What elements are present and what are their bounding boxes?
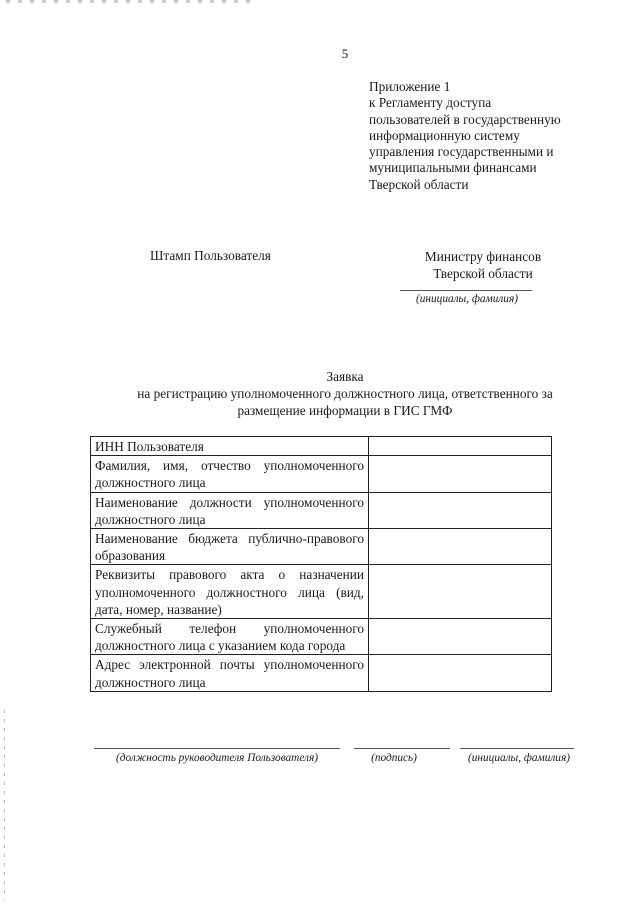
field-label-inn: ИНН Пользователя (91, 437, 369, 456)
field-value-inn[interactable] (369, 437, 552, 456)
addressee-initials-line[interactable] (400, 290, 532, 291)
field-value-phone[interactable] (369, 619, 552, 655)
head-initials-caption: (инициалы, фамилия) (468, 752, 570, 764)
appendix-line: информационную систему (369, 127, 520, 143)
page-number: 5 (341, 46, 349, 61)
addressee-line: Министру финансов (424, 249, 542, 264)
application-form-table (90, 436, 552, 692)
field-label-phone: Служебный телефон уполномоченного должностного лица с указанием кода города (91, 619, 369, 655)
scan-artifact (6, 0, 256, 3)
table-row (91, 492, 552, 528)
appendix-line: Приложение 1 (369, 79, 451, 94)
appendix-line: к Регламенту доступа (369, 95, 492, 111)
appendix-line: муниципальными финансами (369, 160, 537, 176)
head-initials-line[interactable] (460, 748, 574, 749)
document-title (95, 368, 595, 419)
addressee-block (398, 248, 568, 282)
appendix-line: Тверской области (369, 176, 469, 192)
field-label-email: Адрес электронной почты уполномоченного должностного лица (91, 655, 369, 691)
appendix-line: управления государственными и (369, 144, 554, 160)
field-label-legal-act: Реквизиты правового акта о назначении уполномоченного должностного лица (вид, дата, номер, название) (91, 565, 369, 619)
field-value-full-name[interactable] (369, 456, 552, 492)
table-row (91, 437, 552, 456)
table-row (91, 619, 552, 655)
addressee-line: Тверской области (433, 266, 533, 281)
table-row (91, 655, 552, 691)
signature-caption: (подпись) (371, 752, 417, 764)
user-stamp-label: Штамп Пользователя (150, 248, 271, 263)
head-position-line[interactable] (94, 748, 340, 749)
field-value-email[interactable] (369, 655, 552, 691)
field-value-legal-act[interactable] (369, 565, 552, 619)
head-position-caption: (должность руководителя Пользователя) (116, 752, 318, 764)
field-value-budget[interactable] (369, 529, 552, 565)
appendix-header (369, 79, 561, 193)
field-value-position[interactable] (369, 492, 552, 528)
signature-line[interactable] (354, 748, 450, 749)
field-label-position: Наименование должности уполномоченного должностного лица (91, 492, 369, 528)
addressee-initials-caption: (инициалы, фамилия) (416, 293, 518, 305)
title-line: на регистрацию уполномоченного должностного лица, ответственного за (137, 386, 553, 401)
table-row (91, 565, 552, 619)
title-line: размещение информации в ГИС ГМФ (237, 403, 453, 418)
table-row (91, 456, 552, 492)
title-line: Заявка (326, 369, 364, 384)
field-label-budget: Наименование бюджета публично-правового образования (91, 529, 369, 565)
table-row (91, 529, 552, 565)
appendix-line: пользователей в государственную (369, 111, 561, 127)
scan-margin-artifact (4, 710, 5, 900)
field-label-full-name: Фамилия, имя, отчество уполномоченного должностного лица (91, 456, 369, 492)
